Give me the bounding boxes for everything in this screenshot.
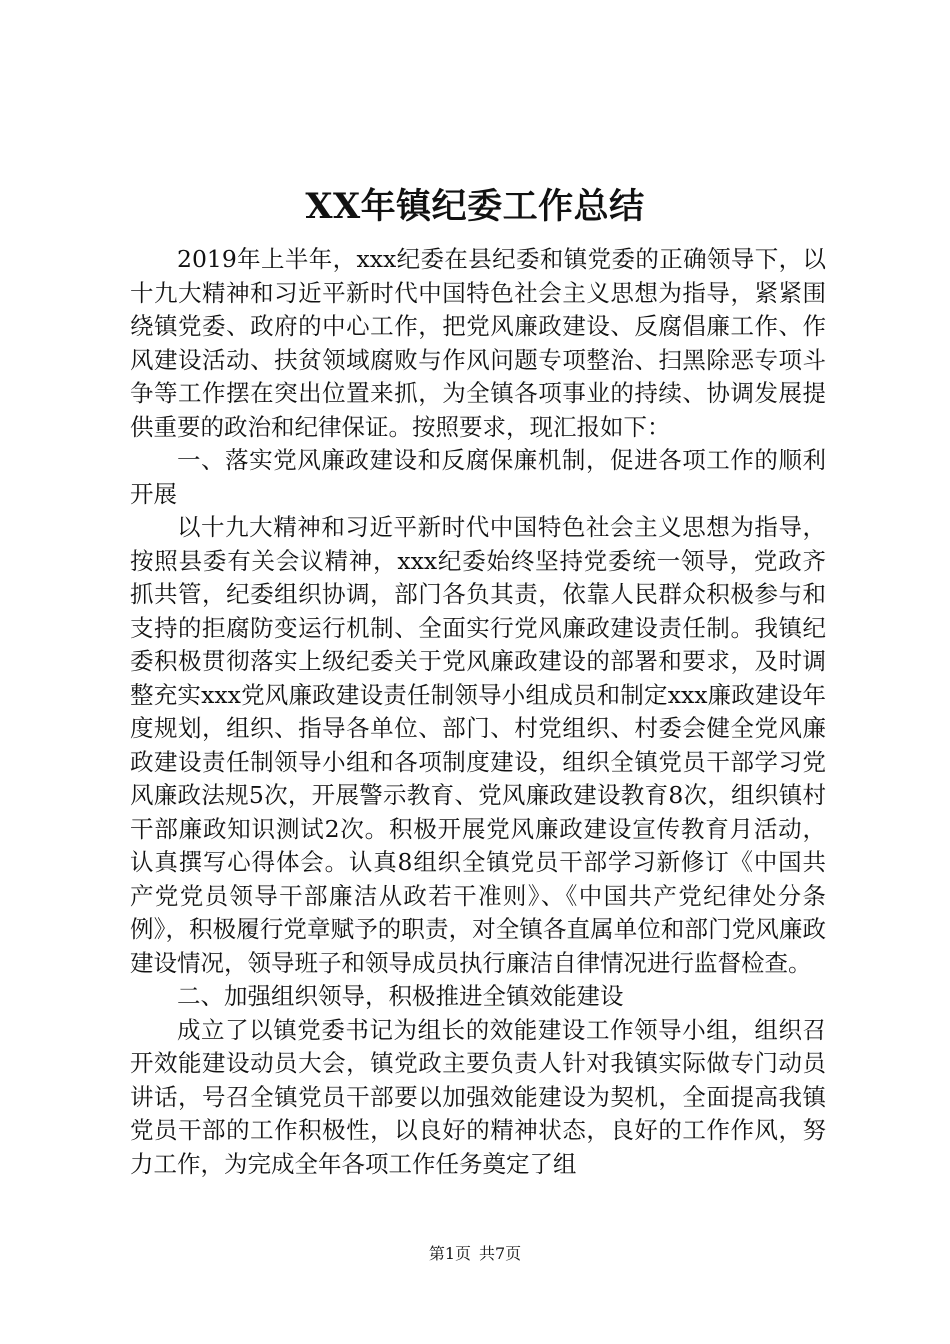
page-number: 第1页: [428, 1244, 471, 1263]
page-total: 共7页: [479, 1244, 522, 1263]
paragraph-intro: 2019年上半年，xxx纪委在县纪委和镇党委的正确领导下，以十九大精神和习近平新时代中国特色社会主义思想为指导，紧紧围绕镇党委、政府的中心工作，把党风廉政建设、反腐倡廉工作、作风建设活动、扶贫领域腐败与作风问题专项整治、扫黑除恶专项斗争等工作摆在突出位置来抓，为全镇各项事业的持续、协调发展提供重要的政治和纪律保证。按照要求，现汇报如下：: [130, 245, 826, 441]
paragraph-section-2: 成立了以镇党委书记为组长的效能建设工作领导小组，组织召开效能建设动员大会，镇党政主要负责人针对我镇实际做专门动员讲话，号召全镇党员干部要以加强效能建设为契机，全面提高我镇党员干部的工作积极性，以良好的精神状态，良好的工作作风，努力工作，为完成全年各项工作任务奠定了组: [130, 1015, 826, 1178]
page-footer: [0, 1242, 950, 1266]
document-title: XX年镇纪委工作总结: [305, 186, 645, 227]
paragraph-section-1: 以十九大精神和习近平新时代中国特色社会主义思想为指导，按照县委有关会议精神，xxx纪委始终坚持党委统一领导，党政齐抓共管，纪委组织协调，部门各负其责，依靠人民群众积极参与和支持的拒腐防变运行机制、全面实行党风廉政建设责任制。我镇纪委积极贯彻落实上级纪委关于党风廉政建设的部署和要求，及时调整充实xxx党风廉政建设责任制领导小组成员和制定xxx廉政建设年度规划，组织、指导各单位、部门、村党组织、村委会健全党风廉政建设责任制领导小组和各项制度建设，组织全镇党员干部学习党风廉政法规5次，开展警示教育、党风廉政建设教育8次，组织镇村干部廉政知识测试2次。积极开展党风廉政建设宣传教育月活动，认真撰写心得体会。认真8组织全镇党员干部学习新修订《中国共产党党员领导干部廉洁从政若干准则》、《中国共产党纪律处分条例》，积极履行党章赋予的职责，对全镇各直属单位和部门党风廉政建设情况，领导班子和领导成员执行廉洁自律情况进行监督检查。: [130, 513, 826, 977]
section-heading-2: 二、加强组织领导，积极推进全镇效能建设: [177, 982, 624, 1010]
document-body: [130, 243, 826, 1181]
section-heading-1: 一、落实党风廉政建设和反腐保廉机制，促进各项工作的顺利开展: [130, 446, 826, 508]
